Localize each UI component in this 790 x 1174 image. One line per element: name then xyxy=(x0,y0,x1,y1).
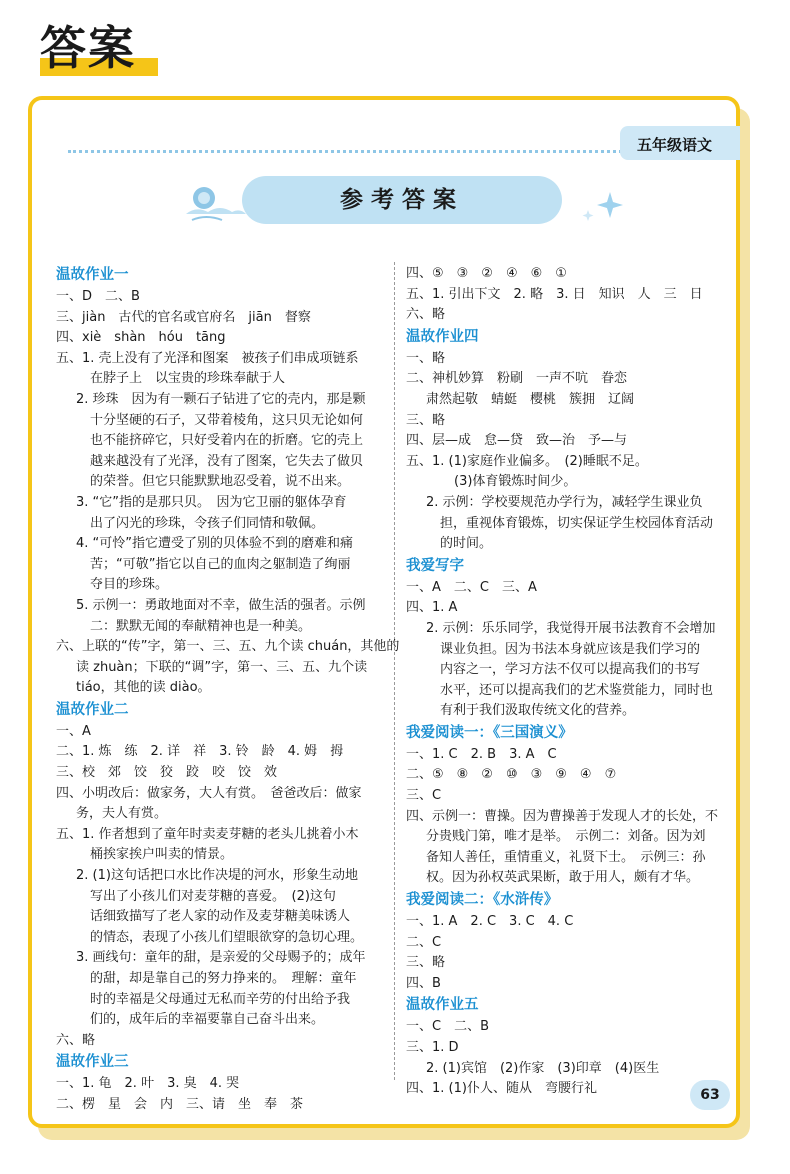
section-heading: 温故作业二 xyxy=(56,701,129,718)
answer-line: 桶挨家挨户叫卖的情景。 xyxy=(90,847,234,863)
answer-line: 2. 珍珠 因为有一颗石子钻进了它的壳内，那是颗 xyxy=(76,391,366,407)
answer-line: 三、略 xyxy=(406,955,446,971)
answer-line: 十分坚硬的石子，又带着棱角，这只贝无论如何 xyxy=(90,412,364,428)
answer-line: 的时间。 xyxy=(440,536,493,552)
answer-line: 三、C xyxy=(406,788,442,804)
section-heading: 我爱阅读二：《水浒传》 xyxy=(406,892,559,909)
section-heading: 温故作业四 xyxy=(406,328,479,345)
answer-line: 六、略 xyxy=(406,307,446,323)
answer-line: 一、A 二、C 三、A xyxy=(406,579,537,595)
answer-line: 越来越没有了光泽，没有了图案，它失去了做贝 xyxy=(90,453,364,469)
answer-line: 的情态，表现了小孩儿们望眼欲穿的急切心理。 xyxy=(90,929,364,945)
answer-line: 在脖子上 以宝贵的珍珠奉献于人 xyxy=(90,371,286,387)
answer-line: 的甜，却是靠自己的努力挣来的。 理解：童年 xyxy=(90,971,357,986)
answer-line: 二、1. 炼 练 2. 详 祥 3. 铃 龄 4. 姆 拇 xyxy=(56,744,344,760)
answer-line: 读 zhuàn；下联的“调”字，第一、三、五、九个读 xyxy=(76,659,368,675)
answer-line: 肃然起敬 蜻蜓 樱桃 簇拥 辽阔 xyxy=(426,391,635,407)
answer-line: 一、略 xyxy=(406,350,446,366)
answer-line: (3)体育锻炼时间少。 xyxy=(454,474,577,490)
answer-line: 三、校 郊 饺 狡 跤 咬 饺 效 xyxy=(56,765,278,781)
answer-line: 的荣誉。但它只能默默地忍受着，说不出来。 xyxy=(90,474,351,490)
answer-line: 二、C xyxy=(406,934,442,950)
answer-line: 务，夫人有赏。 xyxy=(76,806,168,822)
answer-card xyxy=(28,96,740,1128)
answer-line: 三、略 xyxy=(406,412,446,428)
dotted-rule xyxy=(68,150,658,153)
answer-line: 课业负担。因为书法本身就应该是我们学习的 xyxy=(440,641,701,657)
answer-line: 一、1. A 2. C 3. C 4. C xyxy=(406,914,574,930)
answer-line: 4. “可怜”指它遭受了别的贝体验不到的磨难和痛 xyxy=(76,536,354,552)
answer-line: 担，重视体育锻炼，切实保证学生校园体育活动 xyxy=(440,515,714,531)
answer-line: 一、1. 龟 2. 叶 3. 臭 4. 哭 xyxy=(56,1076,240,1092)
section-heading: 温故作业五 xyxy=(406,997,479,1014)
answer-line: 时的幸福是父母通过无私而辛劳的付出给予我 xyxy=(90,991,351,1007)
section-heading: 温故作业三 xyxy=(56,1054,129,1071)
answer-line: 话细致描写了老人家的动作及麦芽糖美味诱人 xyxy=(90,909,351,925)
answer-line: 二、⑤ ⑧ ② ⑩ ③ ⑨ ④ ⑦ xyxy=(406,767,617,783)
answer-line: 分贵贱门第，唯才是举。 示例二：刘备。因为刘 xyxy=(426,829,706,845)
answer-line: tiáo，其他的读 diào。 xyxy=(76,680,211,696)
column-divider xyxy=(394,262,395,1080)
answer-line: 四、xiè shàn hóu tāng xyxy=(56,330,226,346)
answer-line: 四、1. (1)仆人、随从 弯腰行礼 xyxy=(406,1081,597,1097)
answer-line: 权。因为孙权英武果断，敢于用人，颇有才华。 xyxy=(426,870,700,886)
answer-line: 六、上联的“传”字，第一、三、五、九个读 chuán，其他的 xyxy=(56,639,400,655)
sparkle-icon xyxy=(580,188,626,224)
answer-line: 一、1. C 2. B 3. A C xyxy=(406,746,557,762)
answer-line: 水平，还可以提高我们的艺术鉴赏能力，同时也 xyxy=(440,682,714,698)
answer-line: 夺目的珍珠。 xyxy=(90,577,169,593)
answer-line: 二、神机妙算 粉刷 一声不吭 眷恋 xyxy=(406,371,628,387)
section-heading: 我爱写字 xyxy=(406,557,464,574)
answer-line: 们的，成年后的幸福要靠自己奋斗出来。 xyxy=(90,1012,325,1028)
answer-line: 四、B xyxy=(406,975,441,991)
section-banner: 参考答案 xyxy=(242,176,562,224)
answer-line: 五、1. 壳上没有了光泽和图案 被孩子们串成项链系 xyxy=(56,350,359,366)
answer-line: 四、小明改后：做家务，大人有赏。 爸爸改后：做家 xyxy=(56,785,362,801)
answer-line: 五、1. 作者想到了童年时卖麦芽糖的老头儿挑着小木 xyxy=(56,826,359,842)
answer-line: 5. 示例一：勇敢地面对不幸，做生活的强者。示例 xyxy=(76,597,366,613)
answer-line: 三、1. D xyxy=(406,1040,459,1055)
answer-line: 3. “它”指的是那只贝。 因为它卫丽的躯体孕育 xyxy=(76,494,347,510)
page-number: 63 xyxy=(690,1080,730,1110)
answer-line: 四、⑤ ③ ② ④ ⑥ ① xyxy=(406,266,567,281)
answer-line: 2. (1)这句话把口水比作决堤的河水，形象生动地 xyxy=(76,868,358,884)
answer-line: 2. (1)宾馆 (2)作家 (3)印章 (4)医生 xyxy=(426,1060,660,1076)
answer-line: 四、示例一：曹操。因为曹操善于发现人才的长处，不 xyxy=(406,808,719,824)
sun-cloud-icon xyxy=(182,178,248,224)
answer-line: 五、1. (1)家庭作业偏多。 (2)睡眠不足。 xyxy=(406,453,648,469)
answer-line: 苦；“可敬”指它以自己的血肉之躯制造了绚丽 xyxy=(90,556,351,572)
answers-left-column xyxy=(56,264,400,1116)
answer-line: 六、略 xyxy=(56,1032,96,1048)
answer-line: 2. 示例：乐乐同学，我觉得开展书法教育不会增加 xyxy=(426,620,716,636)
answer-line: 2. 示例：学校要规范办学行为，减轻学生课业负 xyxy=(426,494,703,510)
answer-line: 一、D 二、B xyxy=(56,289,140,304)
answer-line: 五、1. 引出下文 2. 略 3. 日 知识 人 三 日 xyxy=(406,286,703,302)
answer-line: 也不能挤碎它，只好受着内在的折磨。它的壳上 xyxy=(90,433,364,449)
page-title: 答案 xyxy=(40,21,136,75)
answer-line: 出了闪光的珍珠，令孩子们同情和敬佩。 xyxy=(90,515,325,531)
answer-line: 三、jiàn 古代的官名或官府名 jiān 督察 xyxy=(56,309,311,325)
grade-label: 五年级语文 xyxy=(636,136,712,154)
answer-line: 四、1. A xyxy=(406,600,458,616)
answer-line: 一、A xyxy=(56,723,91,739)
answer-line: 内容之一，学习方法不仅可以提高我们的书写 xyxy=(440,662,701,678)
answers-right-column xyxy=(406,264,719,1100)
section-heading: 温故作业一 xyxy=(56,267,129,283)
answer-line: 二：默默无闻的奉献精神也是一种美。 xyxy=(90,618,312,634)
section-heading: 我爱阅读一：《三国演义》 xyxy=(406,724,573,741)
answer-line: 备知人善任，重情重义，礼贤下士。 示例三：孙 xyxy=(426,849,706,865)
answer-line: 有利于我们汲取传统文化的营养。 xyxy=(440,703,636,719)
answer-line: 一、C 二、B xyxy=(406,1019,489,1035)
answer-line: 写出了小孩儿们对麦芽糖的喜爱。 (2)这句 xyxy=(90,888,336,904)
answer-line: 3. 画线句：童年的甜，是亲爱的父母赐予的；成年 xyxy=(76,950,366,966)
answer-line: 四、层—成 怠—贷 致—治 予—与 xyxy=(406,433,628,449)
answer-line: 二、楞 星 会 内 三、请 坐 奉 茶 xyxy=(56,1096,304,1112)
